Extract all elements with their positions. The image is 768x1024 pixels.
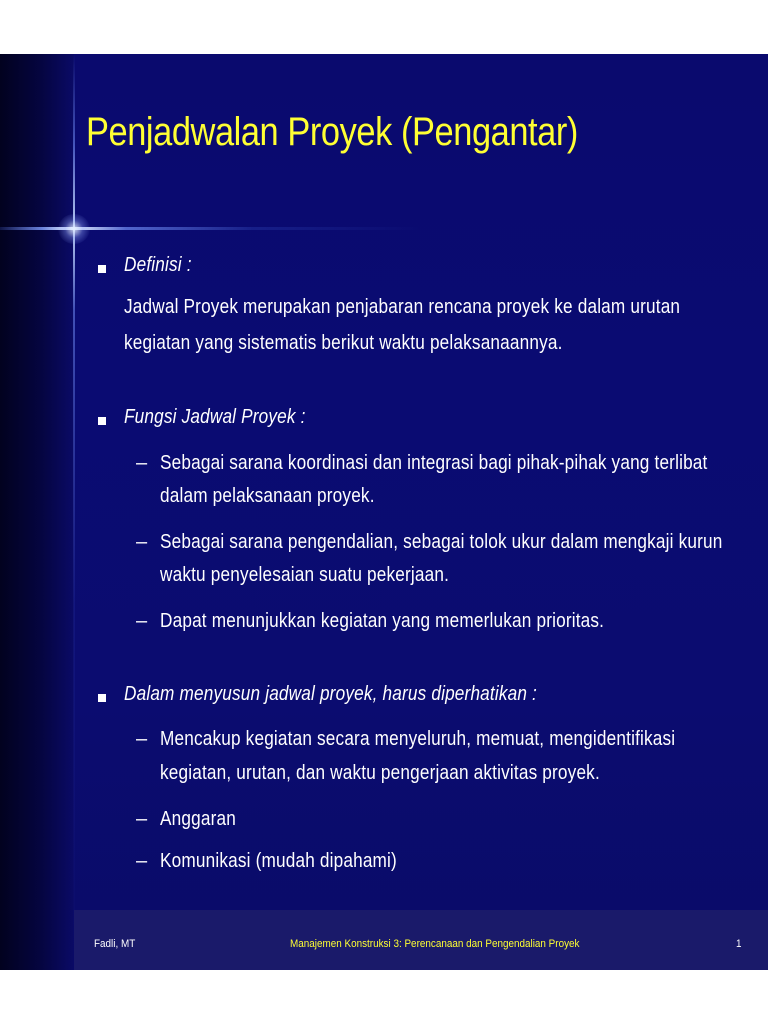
dash-icon: – — [136, 850, 148, 872]
fungsi-item-1-line-2: dalam pelaksanaan proyek. — [160, 485, 375, 507]
footer-page-number: 1 — [736, 938, 742, 950]
fungsi-item-3-line-1: Dapat menunjukkan kegiatan yang memerlukan prioritas. — [160, 610, 605, 632]
footer-author: Fadli, MT — [94, 938, 136, 950]
bullet-square-icon — [98, 694, 106, 702]
penyusunan-item-1-line-1: Mencakup kegiatan secara menyeluruh, memuat, mengidentifikasi — [160, 728, 676, 750]
definition-line-2: kegiatan yang sistematis berikut waktu pelaksanaannya. — [124, 332, 563, 354]
slide-content — [0, 54, 768, 970]
dash-icon: – — [136, 728, 148, 750]
penyusunan-item-1-line-2: kegiatan, urutan, dan waktu pengerjaan aktivitas proyek. — [160, 762, 600, 784]
fungsi-item-1-line-1: Sebagai sarana koordinasi dan integrasi bagi pihak-pihak yang terlibat — [160, 452, 708, 474]
dash-icon: – — [136, 808, 148, 830]
section-heading-penyusunan: Dalam menyusun jadwal proyek, harus diperhatikan : — [124, 683, 538, 705]
dash-icon: – — [136, 452, 148, 474]
section-heading-definisi: Definisi : — [124, 254, 192, 276]
definition-line-1: Jadwal Proyek merupakan penjabaran rencana proyek ke dalam urutan — [124, 296, 681, 318]
fungsi-item-2-line-2: waktu penyelesaian suatu pekerjaan. — [160, 564, 450, 586]
dash-icon: – — [136, 531, 148, 553]
footer-course: Manajemen Konstruksi 3: Perencanaan dan Pengendalian Proyek — [290, 938, 580, 950]
bullet-square-icon — [98, 417, 106, 425]
bullet-square-icon — [98, 265, 106, 273]
penyusunan-item-2-line-1: Anggaran — [160, 808, 236, 830]
penyusunan-item-3-line-1: Komunikasi (mudah dipahami) — [160, 850, 397, 872]
slide-title: Penjadwalan Proyek (Pengantar) — [86, 110, 578, 154]
fungsi-item-2-line-1: Sebagai sarana pengendalian, sebagai tolok ukur dalam mengkaji kurun — [160, 531, 723, 553]
dash-icon: – — [136, 610, 148, 632]
slide — [0, 54, 768, 970]
section-heading-fungsi: Fungsi Jadwal Proyek : — [124, 406, 306, 428]
